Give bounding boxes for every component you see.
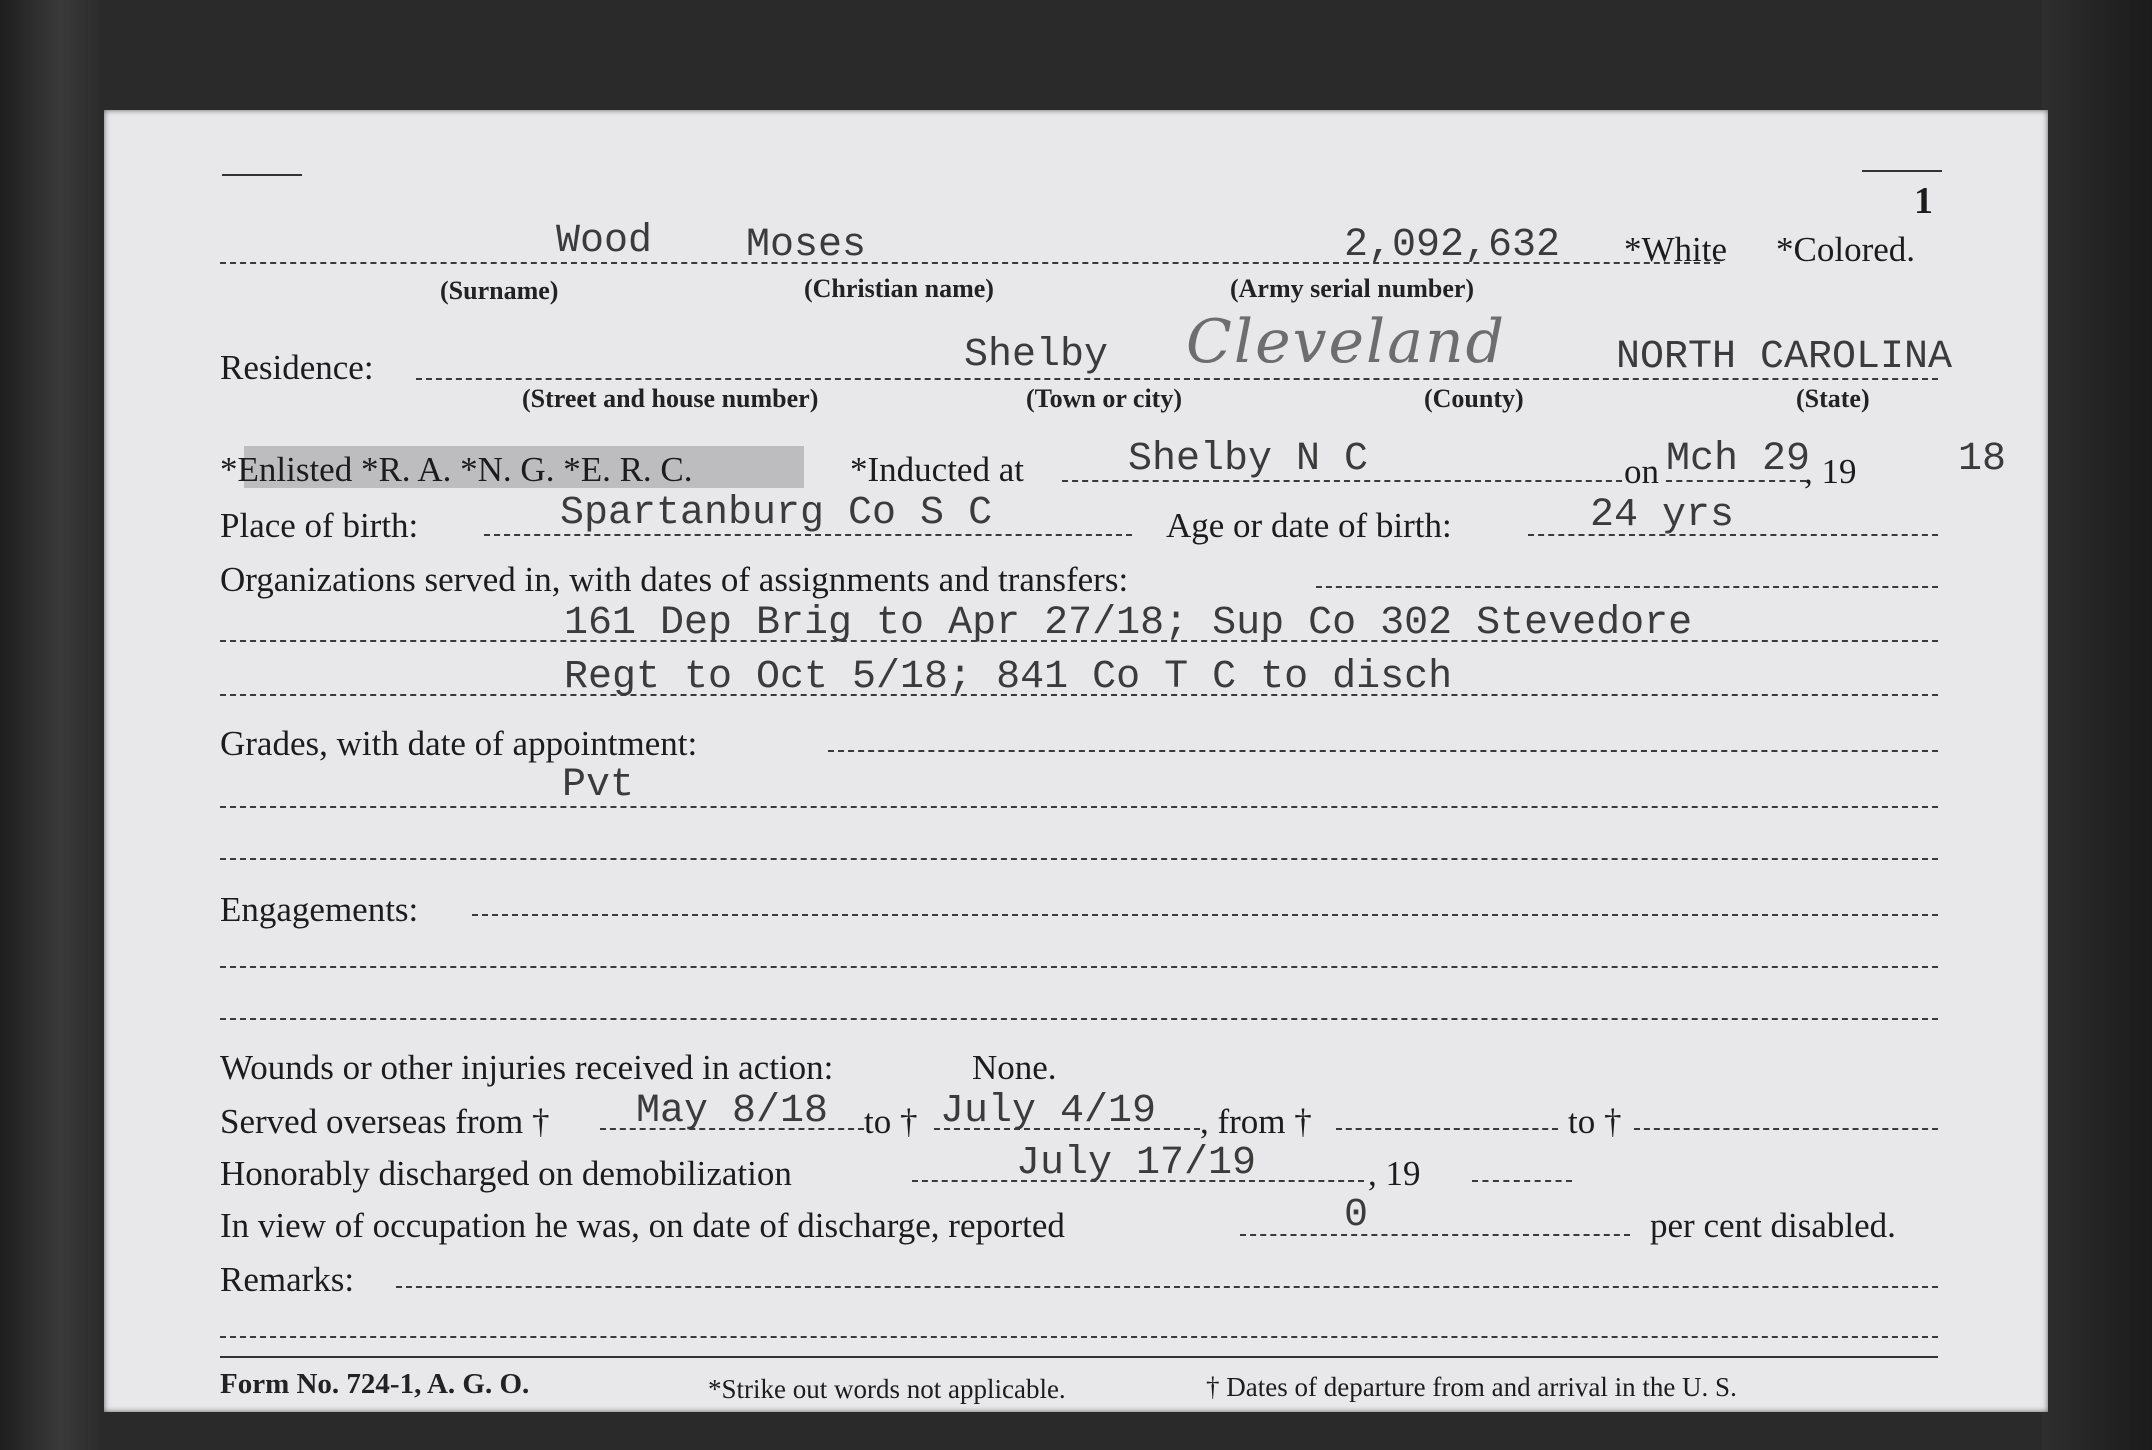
organizations-entry-2: Regt to Oct 5/18; 841 Co T C to disch xyxy=(564,655,1453,700)
serial-number-value: 2,092,632 xyxy=(1344,223,1561,268)
service-record-card xyxy=(104,110,2048,1412)
residence-state: NORTH CAROLINA xyxy=(1616,335,1953,380)
age-label: Age or date of birth: xyxy=(1166,506,1452,545)
top-right-rule xyxy=(1862,170,1942,172)
inducted-year-prefix: , 19 xyxy=(1804,452,1857,491)
engagements-line-2 xyxy=(220,1018,1938,1020)
dates-note: † Dates of departure from and arrival in the U. S. xyxy=(1206,1372,1737,1402)
grades-line-1 xyxy=(220,806,1938,808)
county-caption: (County) xyxy=(1424,384,1524,413)
age-value: 24 yrs xyxy=(1590,493,1735,538)
disability-label: In view of occupation he was, on date of discharge, reported xyxy=(220,1206,1065,1245)
discharge-year-line xyxy=(1472,1180,1572,1182)
overseas-from-label-2: , from † xyxy=(1200,1102,1312,1141)
inducted-date: Mch 29 xyxy=(1666,437,1811,482)
christian-name-caption: (Christian name) xyxy=(804,274,994,303)
serial-caption: (Army serial number) xyxy=(1230,274,1475,303)
remarks-label: Remarks: xyxy=(220,1260,355,1299)
disability-line xyxy=(1240,1234,1630,1236)
overseas-from-date: May 8/18 xyxy=(636,1089,829,1134)
sheet-number: 1 xyxy=(1914,180,1933,222)
inducted-label: *Inducted at xyxy=(850,450,1024,489)
birth-place: Spartanburg Co S C xyxy=(560,491,993,536)
overseas-to-line-2 xyxy=(1634,1128,1938,1130)
grades-label: Grades, with date of appointment: xyxy=(220,724,698,763)
race-colored: *Colored. xyxy=(1776,230,1916,269)
grades-line-0 xyxy=(828,750,1938,752)
footer-rule xyxy=(220,1356,1938,1358)
discharge-label: Honorably discharged on demobilization xyxy=(220,1154,792,1193)
film-edge-right xyxy=(2042,0,2152,1450)
overseas-to-label-2: to † xyxy=(1568,1102,1622,1141)
disability-suffix: per cent disabled. xyxy=(1650,1206,1896,1245)
race-white: *White xyxy=(1624,230,1728,269)
overseas-to-label: to † xyxy=(864,1102,918,1141)
inducted-place: Shelby N C xyxy=(1128,437,1369,482)
organizations-label: Organizations served in, with dates of assignments and transfers: xyxy=(220,560,1129,599)
inducted-year: 18 xyxy=(1958,437,2007,482)
discharge-year-prefix: , 19 xyxy=(1368,1154,1421,1193)
town-caption: (Town or city) xyxy=(1026,384,1182,413)
residence-town: Shelby xyxy=(964,333,1109,378)
surname-caption: (Surname) xyxy=(440,276,559,305)
birth-place-label: Place of birth: xyxy=(220,506,419,545)
organizations-entry-1: 161 Dep Brig to Apr 27/18; Sup Co 302 Stevedore xyxy=(564,601,1693,646)
overseas-from-line-2 xyxy=(1336,1128,1558,1130)
film-edge-left xyxy=(0,0,100,1450)
overseas-to-date: July 4/19 xyxy=(940,1089,1157,1134)
strike-note: *Strike out words not applicable. xyxy=(708,1374,1066,1404)
overseas-label: Served overseas from † xyxy=(220,1102,550,1141)
top-left-rule xyxy=(222,174,302,176)
residence-county: Cleveland xyxy=(1186,307,1507,377)
organizations-line-0 xyxy=(1316,586,1938,588)
grades-value: Pvt xyxy=(562,763,635,808)
state-caption: (State) xyxy=(1796,384,1870,413)
christian-name-value: Moses xyxy=(746,223,867,268)
street-caption: (Street and house number) xyxy=(522,384,819,413)
on-label: on xyxy=(1624,452,1659,491)
engagements-line-0 xyxy=(472,914,1938,916)
wounds-label: Wounds or other injuries received in action: xyxy=(220,1048,834,1087)
grades-line-2 xyxy=(220,858,1938,860)
wounds-value: None. xyxy=(972,1048,1057,1087)
engagements-label: Engagements: xyxy=(220,890,419,929)
disability-value: 0 xyxy=(1344,1193,1369,1238)
engagements-line-1 xyxy=(220,966,1938,968)
remarks-line-2 xyxy=(220,1336,1938,1338)
residence-label: Residence: xyxy=(220,348,374,387)
discharge-date: July 17/19 xyxy=(1016,1141,1257,1186)
remarks-line-1 xyxy=(396,1286,1938,1288)
enlistment-types: *Enlisted *R. A. *N. G. *E. R. C. xyxy=(220,450,693,489)
form-number: Form No. 724-1, A. G. O. xyxy=(220,1368,530,1400)
surname-value: Wood xyxy=(556,219,653,264)
